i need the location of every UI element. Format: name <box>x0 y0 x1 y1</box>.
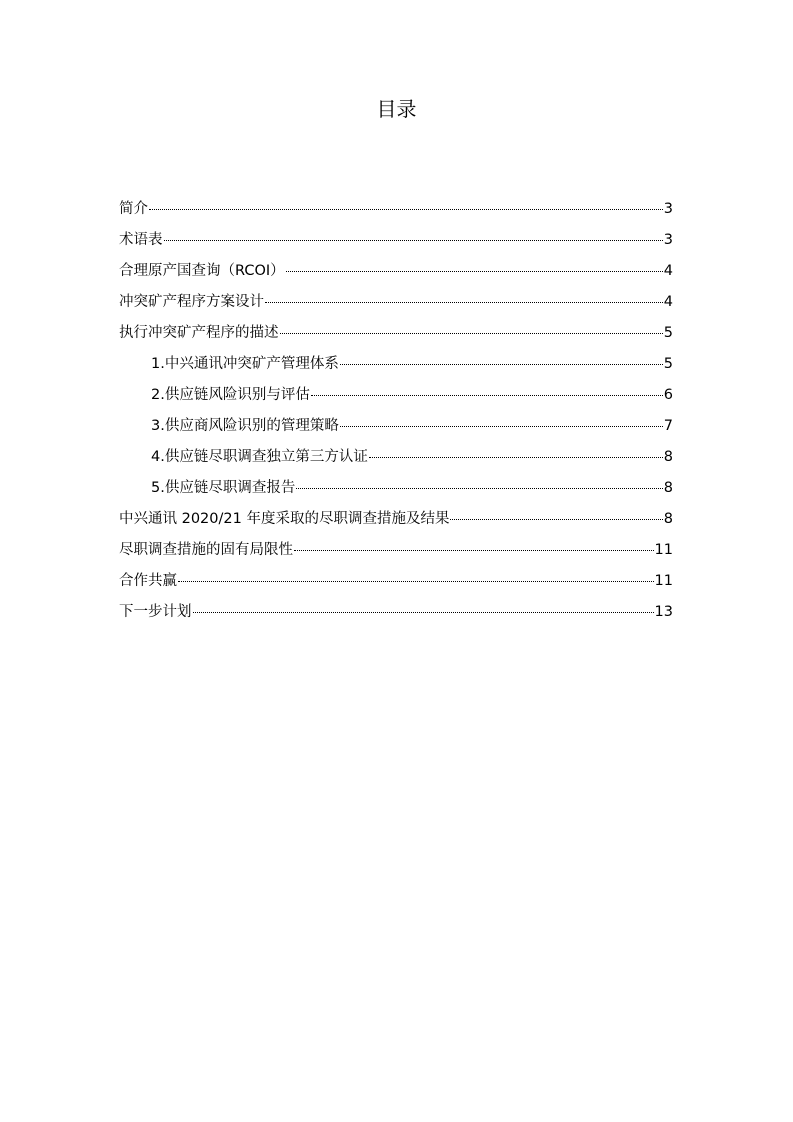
toc-page-number: 5 <box>663 356 673 372</box>
toc-page-number: 11 <box>654 573 673 589</box>
toc-page-number: 5 <box>663 325 673 341</box>
toc-dot-leader <box>178 581 654 582</box>
toc-page-number: 8 <box>663 480 673 496</box>
toc-dot-leader <box>311 395 663 396</box>
toc-dot-leader <box>450 519 662 520</box>
toc-entry-label: 2.供应链风险识别与评估 <box>151 387 310 403</box>
toc-entry-rcoi[interactable] <box>119 261 673 292</box>
toc-page-number: 6 <box>663 387 673 403</box>
toc-entry-risk-assessment[interactable] <box>119 385 673 416</box>
toc-entry-glossary[interactable] <box>119 230 673 261</box>
toc-page-number: 8 <box>663 511 673 527</box>
toc-dot-leader <box>296 488 662 489</box>
toc-page-number: 11 <box>654 542 673 558</box>
toc-entry-third-party-audit[interactable] <box>119 447 673 478</box>
toc-dot-leader <box>265 302 663 303</box>
toc-entry-label: 冲突矿产程序方案设计 <box>119 294 264 310</box>
toc-entry-label: 3.供应商风险识别的管理策略 <box>151 418 339 434</box>
toc-entry-limitations[interactable] <box>119 540 673 571</box>
toc-page-number: 3 <box>663 201 673 217</box>
toc-dot-leader <box>280 333 663 334</box>
toc-page-number: 7 <box>663 418 673 434</box>
toc-dot-leader <box>193 612 654 613</box>
toc-dot-leader <box>294 550 654 551</box>
toc-entry-next-steps[interactable] <box>119 602 673 633</box>
toc-page-number: 4 <box>663 263 673 279</box>
toc-entry-management-system[interactable] <box>119 354 673 385</box>
toc-page-number: 3 <box>663 232 673 248</box>
toc-entry-label: 5.供应链尽职调查报告 <box>151 480 296 496</box>
toc-dot-leader <box>149 209 663 210</box>
toc-entry-label: 4.供应链尽职调查独立第三方认证 <box>151 449 368 465</box>
toc-entry-label: 执行冲突矿产程序的描述 <box>119 325 279 341</box>
toc-entry-introduction[interactable] <box>119 199 673 230</box>
toc-entry-label: 中兴通讯 2020/21 年度采取的尽职调查措施及结果 <box>119 511 450 527</box>
toc-dot-leader <box>340 364 663 365</box>
toc-page-number: 8 <box>663 449 673 465</box>
toc-entry-measures-results[interactable] <box>119 509 673 540</box>
toc-entry-label: 合理原产国查询（RCOI） <box>119 263 285 279</box>
toc-entry-label: 简介 <box>119 201 148 217</box>
toc-entry-label: 术语表 <box>119 232 163 248</box>
toc-entry-label: 合作共赢 <box>119 573 177 589</box>
toc-dot-leader <box>164 240 663 241</box>
toc-entry-label: 尽职调查措施的固有局限性 <box>119 542 293 558</box>
toc-entry-due-diligence-report[interactable] <box>119 478 673 509</box>
toc-page-number: 13 <box>654 604 673 620</box>
toc-entry-program-execution[interactable] <box>119 323 673 354</box>
toc-dot-leader <box>286 271 663 272</box>
table-of-contents <box>119 199 673 633</box>
toc-dot-leader <box>340 426 663 427</box>
toc-entry-cooperation[interactable] <box>119 571 673 602</box>
toc-entry-program-design[interactable] <box>119 292 673 323</box>
toc-entry-label: 下一步计划 <box>119 604 192 620</box>
toc-page-number: 4 <box>663 294 673 310</box>
toc-dot-leader <box>369 457 663 458</box>
toc-entry-label: 1.中兴通讯冲突矿产管理体系 <box>151 356 339 372</box>
toc-entry-risk-strategy[interactable] <box>119 416 673 447</box>
page-title: 目录 <box>376 97 417 121</box>
